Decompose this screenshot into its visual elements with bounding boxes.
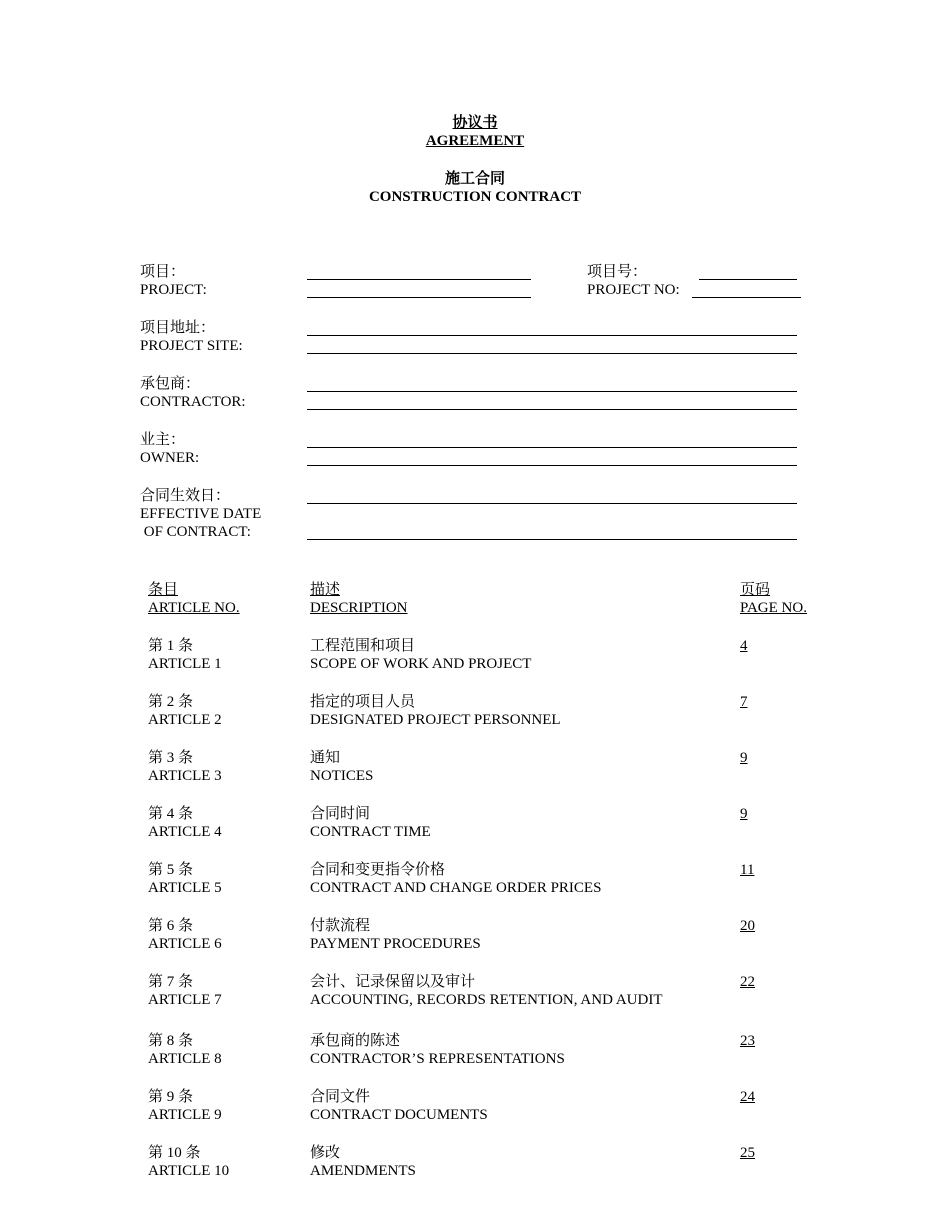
table-row (0, 749, 950, 789)
toc-article: 第 4 条 ARTICLE 4 (148, 806, 222, 840)
project-no-label: 项目号： PROJECT NO: (587, 264, 680, 298)
toc-description: 承包商的陈述 CONTRACTOR’S REPRESENTATIONS (310, 1033, 565, 1067)
toc-description: 付款流程 PAYMENT PROCEDURES (310, 918, 481, 952)
toc-page-link[interactable]: 11 (740, 862, 755, 878)
toc-article: 第 10 条 ARTICLE 10 (148, 1145, 230, 1179)
toc-description: 会计、记录保留以及审计 ACCOUNTING, RECORDS RETENTION, AND AUDIT (310, 974, 663, 1008)
owner-label: 业主： OWNER: (140, 432, 200, 466)
toc-header (0, 581, 950, 621)
toc-header-description: 描述 DESCRIPTION (310, 582, 408, 616)
toc-page-link[interactable]: 9 (740, 806, 748, 822)
contractor-label: 承包商： CONTRACTOR: (140, 376, 246, 410)
table-row (0, 1144, 950, 1184)
project-no-line-2[interactable] (692, 297, 801, 298)
toc-page-link[interactable]: 7 (740, 694, 748, 710)
toc-description: 指定的项目人员 DESIGNATED PROJECT PERSONNEL (310, 694, 561, 728)
toc-article: 第 7 条 ARTICLE 7 (148, 974, 222, 1008)
effective-date-label: 合同生效日： EFFECTIVE DATE OF CONTRACT: (140, 488, 262, 540)
table-row (0, 637, 950, 677)
toc-page-link[interactable]: 20 (740, 918, 755, 934)
contract-subtitle (0, 170, 950, 206)
toc-description: 合同文件 CONTRACT DOCUMENTS (310, 1089, 488, 1123)
contractor-line-1[interactable] (307, 391, 797, 392)
subtitle-cn: 施工合同 (444, 171, 505, 187)
toc-article: 第 6 条 ARTICLE 6 (148, 918, 222, 952)
table-row (0, 1032, 950, 1072)
toc-page-link[interactable]: 4 (740, 638, 748, 654)
table-row (0, 861, 950, 901)
toc-page-link[interactable]: 24 (740, 1089, 755, 1105)
table-row (0, 973, 950, 1013)
title-en: AGREEMENT (425, 133, 525, 149)
project-label: 项目： PROJECT: (140, 264, 207, 298)
toc-description: 合同和变更指令价格 CONTRACT AND CHANGE ORDER PRICES (310, 862, 602, 896)
owner-line-2[interactable] (307, 465, 797, 466)
toc-header-article: 条目 ARTICLE NO. (148, 582, 240, 616)
table-row (0, 693, 950, 733)
table-row (0, 1088, 950, 1128)
toc-description: 通知 NOTICES (310, 750, 374, 784)
owner-line-1[interactable] (307, 447, 797, 448)
toc-article: 第 2 条 ARTICLE 2 (148, 694, 222, 728)
toc-page-link[interactable]: 9 (740, 750, 748, 766)
toc-article: 第 5 条 ARTICLE 5 (148, 862, 222, 896)
toc-article: 第 1 条 ARTICLE 1 (148, 638, 222, 672)
toc-page-link[interactable]: 22 (740, 974, 755, 990)
effective-date-line-2[interactable] (307, 539, 797, 540)
table-row (0, 805, 950, 845)
project-site-label: 项目地址： PROJECT SITE: (140, 320, 243, 354)
toc-page-link[interactable]: 25 (740, 1145, 755, 1161)
toc-article: 第 9 条 ARTICLE 9 (148, 1089, 222, 1123)
title-cn: 协议书 (452, 115, 498, 131)
toc-article: 第 8 条 ARTICLE 8 (148, 1033, 222, 1067)
contractor-line-2[interactable] (307, 409, 797, 410)
project-site-line-2[interactable] (307, 353, 797, 354)
toc-description: 合同时间 CONTRACT TIME (310, 806, 431, 840)
effective-date-line-1[interactable] (307, 503, 797, 504)
table-row (0, 917, 950, 957)
toc-header-page: 页码 PAGE NO. (740, 582, 807, 616)
toc-description: 修改 AMENDMENTS (310, 1145, 416, 1179)
subtitle-en: CONSTRUCTION CONTRACT (368, 189, 582, 205)
project-line-2[interactable] (307, 297, 531, 298)
project-line-1[interactable] (307, 279, 531, 280)
toc-page-link[interactable]: 23 (740, 1033, 755, 1049)
agreement-title (0, 114, 950, 150)
project-site-line-1[interactable] (307, 335, 797, 336)
project-no-line-1[interactable] (699, 279, 797, 280)
toc-article: 第 3 条 ARTICLE 3 (148, 750, 222, 784)
toc-description: 工程范围和项目 SCOPE OF WORK AND PROJECT (310, 638, 532, 672)
